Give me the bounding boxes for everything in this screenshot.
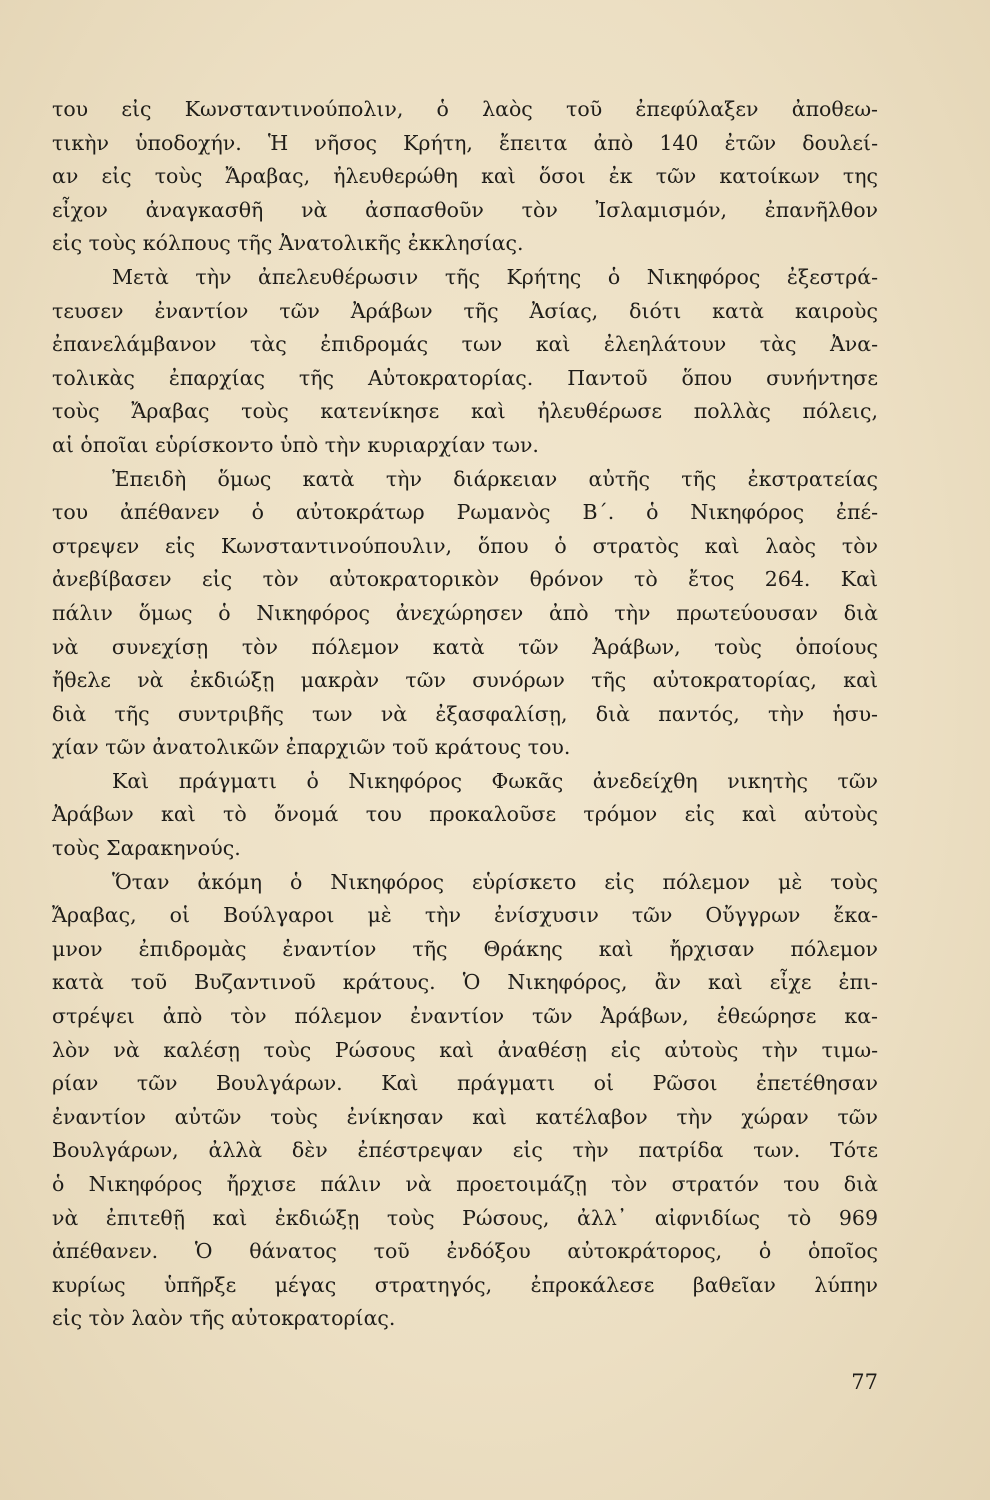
text-line: διὰ τῆς συντριβῆς των νὰ ἐξασφαλίσῃ, διὰ παντός, τὴν ἡσυ- bbox=[52, 701, 878, 726]
text-line: νὰ συνεχίσῃ τὸν πόλεμον κατὰ τῶν Ἀράβων, τοὺς ὁποίους bbox=[52, 634, 878, 659]
text-line: εἰς τοὺς κόλπους τῆς Ἀνατολικῆς ἐκκλησίας. bbox=[52, 231, 524, 256]
text-line: ρίαν τῶν Βουλγάρων. Καὶ πράγματι οἱ Ρῶσοι ἐπετέθησαν bbox=[52, 1071, 878, 1096]
text-line: Μετὰ τὴν ἀπελευθέρωσιν τῆς Κρήτης ὁ Νικηφόρος ἐξεστρά- bbox=[112, 264, 878, 289]
text-line: τοὺς Σαρακηνούς. bbox=[52, 836, 241, 861]
text-line: ἀνεβίβασεν εἰς τὸν αὐτοκρατορικὸν θρόνον τὸ ἔτος 264. Καὶ bbox=[52, 567, 878, 592]
text-line: αἱ ὁποῖαι εὑρίσκοντο ὑπὸ τὴν κυριαρχίαν των. bbox=[52, 432, 539, 457]
text-line: κατὰ τοῦ Βυζαντινοῦ κράτους. Ὁ Νικηφόρος, ἂν καὶ εἶχε ἐπι- bbox=[52, 970, 878, 995]
text-line: τευσεν ἐναντίον τῶν Ἀράβων τῆς Ἀσίας, διότι κατὰ καιροὺς bbox=[52, 298, 878, 323]
text-line: λὸν νὰ καλέσῃ τοὺς Ρώσους καὶ ἀναθέσῃ εἰς αὐτοὺς τὴν τιμω- bbox=[52, 1037, 878, 1062]
text-line: Ἄραβας, οἱ Βούλγαροι μὲ τὴν ἐνίσχυσιν τῶν Οὔγγρων ἔκα- bbox=[52, 903, 878, 928]
text-line: ἐπανελάμβανον τὰς ἐπιδρομάς των καὶ ἐλεηλάτουν τὰς Ἀνα- bbox=[52, 332, 878, 357]
text-line: τοὺς Ἄραβας τοὺς κατενίκησε καὶ ἠλευθέρωσε πολλὰς πόλεις, bbox=[52, 399, 878, 424]
text-line: χίαν τῶν ἀνατολικῶν ἐπαρχιῶν τοῦ κράτους του. bbox=[52, 735, 571, 760]
text-line: Ὅταν ἀκόμη ὁ Νικηφόρος εὑρίσκετο εἰς πόλεμον μὲ τοὺς bbox=[112, 869, 878, 894]
text-line: στρεψεν εἰς Κωνσταντινούπουλιν, ὅπου ὁ στρατὸς καὶ λαὸς τὸν bbox=[52, 533, 878, 558]
text-line: τολικὰς ἐπαρχίας τῆς Αὐτοκρατορίας. Παντοῦ ὅπου συνήντησε bbox=[52, 365, 878, 390]
text-line: του ἀπέθανεν ὁ αὐτοκράτωρ Ρωμανὸς Β΄. ὁ Νικηφόρος ἐπέ- bbox=[52, 500, 878, 525]
text-line: στρέψει ἀπὸ τὸν πόλεμον ἐναντίον τῶν Ἀράβων, ἐθεώρησε κα- bbox=[52, 1004, 878, 1029]
text-line: Ἀράβων καὶ τὸ ὄνομά του προκαλοῦσε τρόμον εἰς καὶ αὐτοὺς bbox=[52, 802, 878, 827]
text-line: Βουλγάρων, ἀλλὰ δὲν ἐπέστρεψαν εἰς τὴν πατρίδα των. Τότε bbox=[52, 1138, 878, 1163]
page-number: 77 bbox=[851, 1370, 878, 1394]
text-line: μνον ἐπιδρομὰς ἐναντίον τῆς Θράκης καὶ ἤρχισαν πόλεμον bbox=[52, 936, 878, 961]
text-line: ἤθελε νὰ ἐκδιώξῃ μακρὰν τῶν συνόρων τῆς αὐτοκρατορίας, καὶ bbox=[52, 668, 878, 693]
text-line: ἀπέθανεν. Ὁ θάνατος τοῦ ἐνδόξου αὐτοκράτορος, ὁ ὁποῖος bbox=[52, 1239, 878, 1264]
body-text bbox=[52, 93, 878, 1336]
text-line: αν εἰς τοὺς Ἄραβας, ἠλευθερώθη καὶ ὅσοι ἐκ τῶν κατοίκων της bbox=[52, 164, 878, 189]
text-line: ἐναντίον αὐτῶν τοὺς ἐνίκησαν καὶ κατέλαβον τὴν χώραν τῶν bbox=[52, 1104, 878, 1129]
text-line: Καὶ πράγματι ὁ Νικηφόρος Φωκᾶς ἀνεδείχθη νικητὴς τῶν bbox=[112, 768, 878, 793]
text-line: κυρίως ὑπῆρξε μέγας στρατηγός, ἐπροκάλεσε βαθεῖαν λύπην bbox=[52, 1272, 878, 1297]
text-line: εἶχον ἀναγκασθῆ νὰ ἀσπασθοῦν τὸν Ἰσλαμισμόν, ἐπανῆλθον bbox=[52, 197, 878, 222]
text-line: ὁ Νικηφόρος ἤρχισε πάλιν νὰ προετοιμάζῃ τὸν στρατόν του διὰ bbox=[52, 1172, 878, 1196]
text-line: Ἐπειδὴ ὅμως κατὰ τὴν διάρκειαν αὐτῆς τῆς ἐκστρατείας bbox=[112, 466, 878, 491]
text-line: νὰ ἐπιτεθῇ καὶ ἐκδιώξῃ τοὺς Ρώσους, ἀλλ᾽ αἰφνιδίως τὸ 969 bbox=[52, 1205, 878, 1230]
text-line: του εἰς Κωνσταντινούπολιν, ὁ λαὸς τοῦ ἐπεφύλαξεν ἀποθεω- bbox=[52, 97, 878, 121]
text-line: πάλιν ὅμως ὁ Νικηφόρος ἀνεχώρησεν ἀπὸ τὴν πρωτεύουσαν διὰ bbox=[52, 600, 878, 625]
text-line: τικὴν ὑποδοχήν. Ἡ νῆσος Κρήτη, ἔπειτα ἀπὸ 140 ἐτῶν δουλεί- bbox=[52, 130, 878, 155]
text-line: εἰς τὸν λαὸν τῆς αὐτοκρατορίας. bbox=[52, 1306, 396, 1331]
